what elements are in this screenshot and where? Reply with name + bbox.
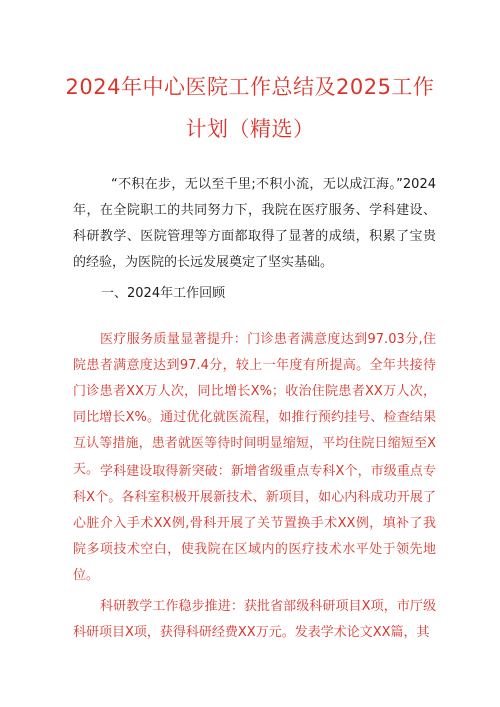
- document-title-line1: 2024年中心医院工作总结及2025工作: [65, 75, 435, 99]
- paragraph-discipline-building: 学科建设取得新突破：新增省级重点专科X个，市级重点专科X个。各科室积极开展新技术、新项目，如心内科成功开展了心脏介入手术XX例,骨科开展了关节置换手术XX例，填补了我院多项技术空白，使我院在区域内的医疗技术水平处于领先地位。: [73, 464, 436, 583]
- document-title-line2: 计划（精选）: [185, 117, 315, 141]
- section-heading-review: 一、2024年工作回顾: [101, 286, 226, 301]
- paragraph-research-teaching: 科研教学工作稳步推进：获批省部级科研项目X项，市厅级科研项目X项，获得科研经费XX万元。发表学术论文XX篇，其: [73, 599, 436, 640]
- paragraph-medical-service: 医疗服务质量显著提升：门诊患者满意度达到97.03分,住院患者满意度达到97.4分，较上一年度有所提高。全年共接待门诊患者XX万人次，同比增长X%；收治住院患者XX万人次，同比增长X%。通过优化就医流程，如推行预约挂号、检查结果互认等措施，患者就医等待时间明显缩短，平均住院日缩短至X天。: [73, 332, 436, 477]
- intro-paragraph: “不积在步，无以至千里;不积小流，无以成江海。”2024年，在全院职工的共同努力下，我院在医疗服务、学科建设、科研教学、医院管理等方面都取得了显著的成绩，积累了宝贵的经验，为医院的长远发展奠定了坚实基础。: [73, 177, 436, 270]
